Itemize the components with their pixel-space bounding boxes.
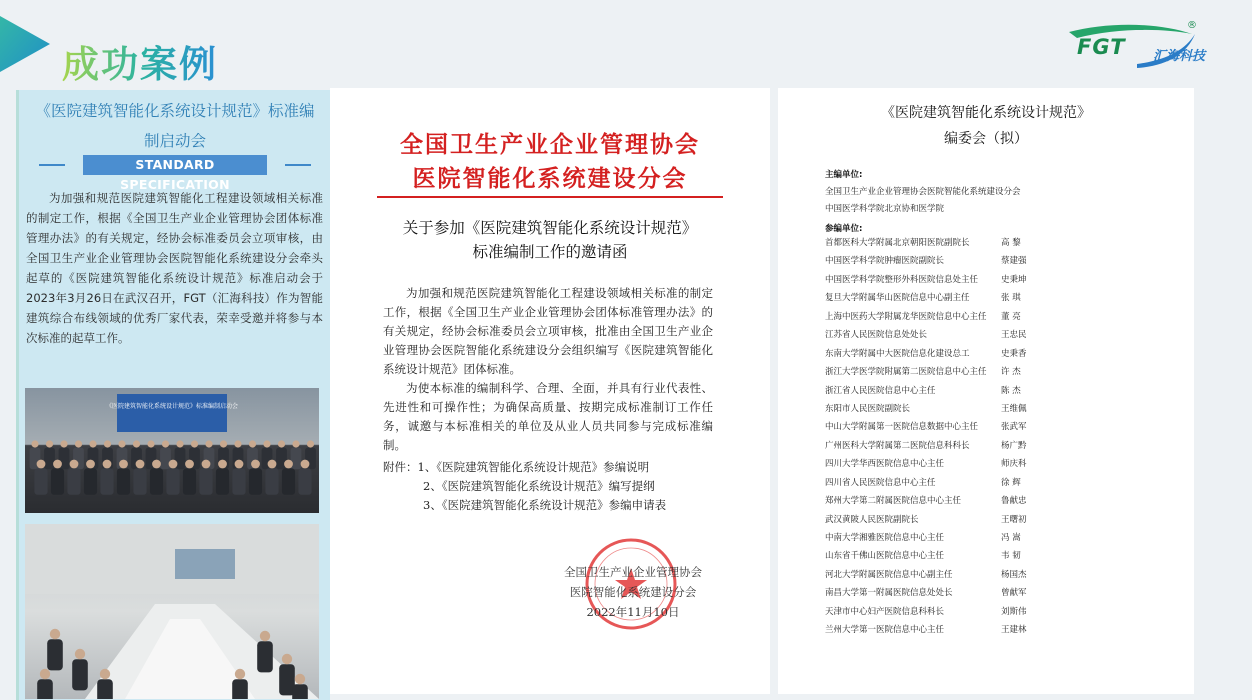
member-unit: 中山大学附属第一医院信息数据中心主任 <box>825 422 979 433</box>
member-name: 陈 杰 <box>1001 385 1021 396</box>
sign-org-line2: 医院智能化系统建设分会 <box>569 585 697 599</box>
meeting-photo-illustration <box>25 524 319 699</box>
attachment-prefix: 附件： <box>383 460 418 474</box>
case-title: 《医院建筑智能化系统设计规范》标准编制启动会 <box>35 102 315 150</box>
committee-title-line1: 《医院建筑智能化系统设计规范》 <box>881 105 1091 121</box>
attachment-item: 3、《医院建筑智能化系统设计规范》参编申请表 <box>423 498 667 512</box>
group-photo-illustration <box>25 388 319 513</box>
member-name: 张武军 <box>1001 422 1027 433</box>
letterhead-divider <box>377 196 723 198</box>
attachment-item: 2、《医院建筑智能化系统设计规范》编写提纲 <box>423 479 655 493</box>
member-row <box>825 347 1165 365</box>
committee-title-line2: 编委会（拟） <box>944 131 1028 147</box>
member-name: 杨国杰 <box>1001 569 1027 580</box>
member-row <box>825 291 1165 309</box>
letter-subject-line1: 关于参加《医院建筑智能化系统设计规范》 <box>402 219 698 237</box>
member-units-label: 参编单位: <box>825 224 863 234</box>
member-unit: 上海中医药大学附属龙华医院信息中心主任 <box>825 311 987 322</box>
member-unit: 兰州大学第一医院信息中心主任 <box>825 625 945 636</box>
member-unit: 天津市中心妇产医院信息科科长 <box>825 606 945 617</box>
member-name: 杨广黔 <box>1001 440 1027 451</box>
member-row <box>825 273 1165 291</box>
attachment-list <box>383 458 723 515</box>
logo-registered: ® <box>1187 20 1197 31</box>
member-unit: 南昌大学第一附属医院信息处处长 <box>825 588 953 599</box>
member-unit: 中国医学科学院肿瘤医院副院长 <box>825 256 945 267</box>
member-row <box>825 420 1165 438</box>
header-arrow-icon <box>0 16 52 72</box>
member-unit: 浙江大学医学院附属第二医院信息中心主任 <box>825 367 987 378</box>
member-unit: 江苏省人民医院信息处处长 <box>825 330 928 341</box>
case-description: 为加强和规范医院建筑智能化工程建设领域相关标准的制定工作，根据《全国卫生产业企业管理协会团体标准管理办法》的有关规定，经协会标准委员会立项审核，由全国卫生产业企业管理协会医院智能化系统建设分会牵头起草的《医院建筑智能化系统设计规范》标准启动会于2023年3月26日在武汉召开，FGT（汇海科技）作为智能建筑综合布线领域的优秀厂家代表，荣幸受邀并将参与本次标准的起草工作。 <box>26 191 323 345</box>
member-row <box>825 254 1165 272</box>
member-row <box>825 568 1165 586</box>
member-unit: 河北大学附属医院信息中心副主任 <box>825 569 953 580</box>
member-name: 韦 韧 <box>1001 551 1021 562</box>
member-row <box>825 494 1165 512</box>
member-unit: 四川大学华西医院信息中心主任 <box>825 459 945 470</box>
letter-paragraph-1: 为加强和规范医院建筑智能化工程建设领域相关标准的制定工作，根据《全国卫生产业企业管理协会团体标准管理办法》的有关规定，经协会标准委员会立项审核，批准由全国卫生产业企业管理协会医院智能化系统建设分会组织编写《医院建筑智能化系统设计规范》团体标准。 <box>383 286 713 376</box>
member-name: 史秉香 <box>1001 348 1027 359</box>
member-name: 史秉坤 <box>1001 274 1027 285</box>
member-name: 徐 辉 <box>1001 477 1021 488</box>
band-line-left <box>39 164 65 166</box>
member-row <box>825 549 1165 567</box>
invitation-letter <box>330 88 770 694</box>
member-row <box>825 310 1165 328</box>
member-unit: 首都医科大学附属北京朝阳医院副院长 <box>825 238 970 248</box>
member-name: 鲁献忠 <box>1001 496 1027 507</box>
member-row <box>825 476 1165 494</box>
member-unit: 中南大学湘雅医院信息中心主任 <box>825 533 945 543</box>
sign-date: 2022年11月10日 <box>586 605 680 619</box>
member-row <box>825 457 1165 475</box>
member-name: 冯 嵩 <box>1001 533 1021 543</box>
member-row <box>825 402 1165 420</box>
member-row <box>825 586 1165 604</box>
member-row <box>825 513 1165 531</box>
host-units <box>825 184 1021 218</box>
host-unit: 中国医学科学院北京协和医学院 <box>825 204 945 214</box>
member-name: 曾献军 <box>1001 588 1027 599</box>
logo-mark: FGT <box>1077 35 1126 59</box>
meeting-photo <box>25 524 319 699</box>
logo-name: 汇海科技 <box>1153 49 1206 64</box>
org-name-line2: 医院智能化系统建设分会 <box>412 165 688 192</box>
member-unit: 四川省人民医院信息中心主任 <box>825 477 936 488</box>
member-row <box>825 365 1165 383</box>
member-row <box>825 439 1165 457</box>
member-name: 高 黎 <box>1001 238 1021 248</box>
member-row <box>825 384 1165 402</box>
member-name: 蔡建强 <box>1001 256 1027 267</box>
org-name-line1: 全国卫生产业企业管理协会 <box>400 131 700 158</box>
member-unit: 郑州大学第二附属医院信息中心主任 <box>825 496 962 507</box>
letter-subject-line2: 标准编制工作的邀请函 <box>472 243 628 261</box>
member-unit: 东阳市人民医院副院长 <box>825 403 911 414</box>
standard-band <box>39 155 311 192</box>
member-unit: 广州医科大学附属第二医院信息科科长 <box>825 440 970 451</box>
member-unit: 东南大学附属中大医院信息化建设总工 <box>825 348 970 359</box>
sign-org-line1: 全国卫生产业企业管理协会 <box>564 565 702 579</box>
member-unit: 复旦大学附属华山医院信息中心副主任 <box>825 293 970 304</box>
member-row <box>825 605 1165 623</box>
member-name: 王建林 <box>1001 625 1027 636</box>
host-unit: 全国卫生产业企业管理协会医院智能化系统建设分会 <box>825 187 1021 197</box>
band-line-right <box>285 164 311 166</box>
member-name: 师庆科 <box>1001 459 1027 470</box>
company-logo <box>1067 20 1222 68</box>
member-row <box>825 623 1165 641</box>
letter-paragraph-2: 为使本标准的编制科学、合理、全面，并具有行业代表性、先进性和可操作性；为确保高质量、按期完成标准制订工作任务，诚邀与本标准相关的单位及从业人员共同参与完成标准编制。 <box>383 381 713 452</box>
member-row <box>825 328 1165 346</box>
member-row <box>825 236 1165 254</box>
photo-banner-text: 《医院建筑智能化系统设计规范》标准编制启动会 <box>105 403 239 410</box>
letter-signature <box>548 562 718 622</box>
member-unit: 浙江省人民医院信息中心主任 <box>825 385 936 396</box>
member-name: 刘斯伟 <box>1001 606 1027 617</box>
member-unit: 武汉黄陂人民医院副院长 <box>825 514 919 525</box>
member-name: 许 杰 <box>1001 367 1021 378</box>
member-name: 王曙初 <box>1001 514 1027 525</box>
member-name: 王忠民 <box>1001 330 1027 341</box>
host-units-label: 主编单位: <box>825 170 863 180</box>
member-rows <box>825 236 1165 642</box>
member-row <box>825 531 1165 549</box>
letter-body <box>383 284 713 455</box>
member-name: 王维佩 <box>1001 403 1027 414</box>
member-unit: 中国医学科学院整形外科医院信息处主任 <box>825 274 979 285</box>
page-title: 成功案例 <box>62 34 218 88</box>
committee-list <box>778 88 1194 694</box>
member-name: 张 琪 <box>1001 293 1021 304</box>
attachment-item: 1、《医院建筑智能化系统设计规范》参编说明 <box>417 460 650 474</box>
standard-band-label: STANDARD SPECIFICATION <box>83 155 267 175</box>
case-summary-panel <box>16 90 330 700</box>
member-name: 董 亮 <box>1001 311 1021 322</box>
group-photo <box>25 388 319 513</box>
member-unit: 山东省千佛山医院信息中心主任 <box>825 551 945 562</box>
